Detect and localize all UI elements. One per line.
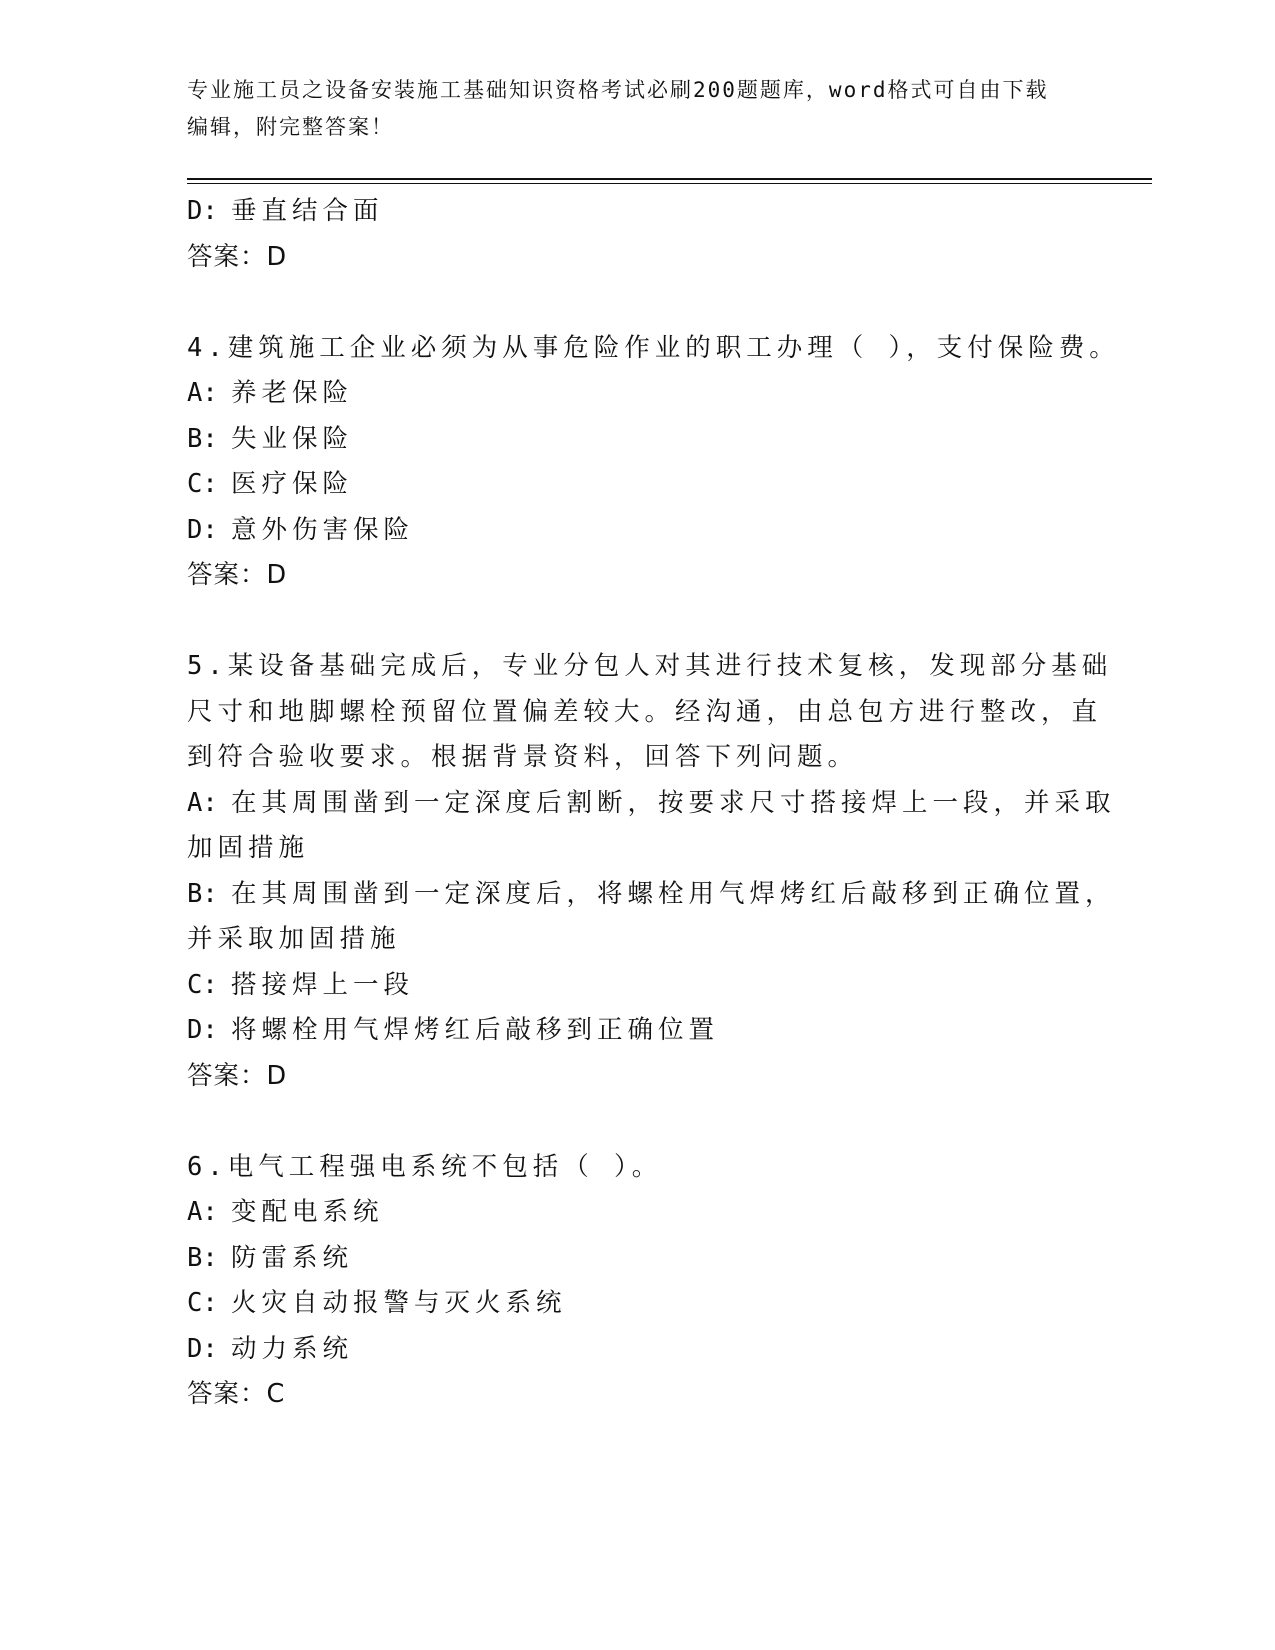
option-letter: A: — [187, 787, 218, 818]
option-text: 变配电系统 — [231, 1197, 384, 1227]
option-c — [187, 462, 1087, 508]
spacer — [187, 280, 1087, 326]
spacer — [187, 599, 1087, 645]
question-stem-line: 到符合验收要求。根据背景资料，回答下列问题。 — [187, 742, 859, 772]
question-stem: 6.电气工程强电系统不包括（ ）。 — [187, 1151, 663, 1182]
answer: 答案：D — [187, 1060, 288, 1091]
spacer — [187, 1099, 1087, 1145]
question-stem-line: 5.某设备基础完成后，专业分包人对其进行技术复核，发现部分基础 — [187, 651, 1113, 681]
option-letter: B: — [187, 878, 218, 909]
option-letter: D: — [187, 196, 218, 226]
question-4 — [187, 326, 1120, 599]
option-a-continued: 加固措施 — [187, 833, 310, 863]
option-text: 养老保险 — [231, 378, 354, 408]
option-d — [187, 1327, 1087, 1373]
option-text: 在其周围凿到一定深度后割断，按要求尺寸搭接焊上一段，并采取 — [231, 787, 1116, 818]
option-b — [187, 872, 1116, 918]
option-b-continued: 并采取加固措施 — [187, 924, 401, 954]
question-5 — [187, 644, 1116, 1099]
option-a — [187, 1190, 1087, 1236]
option-text: 意外伤害保险 — [231, 514, 415, 545]
question-stem: 4.建筑施工企业必须为从事危险作业的职工办理（ ），支付保险费。 — [187, 332, 1120, 363]
option-letter: D: — [187, 1015, 218, 1045]
document-title: 专业施工员之设备安装施工基础知识资格考试必刷200题题库，word格式可自由下载编辑，附完整答案！ — [187, 78, 1049, 139]
option-letter: A: — [187, 1197, 218, 1227]
header-rule-thin — [187, 183, 1152, 184]
option-text: 失业保险 — [231, 423, 354, 454]
option-c — [187, 1281, 1087, 1327]
answer: 答案：C — [187, 1379, 286, 1409]
fragment-answer: 答案：D — [187, 241, 288, 272]
option-text: 垂直结合面 — [231, 196, 384, 226]
question-6 — [187, 1145, 1087, 1418]
option-letter: C: — [187, 469, 218, 499]
fragment-option-d — [187, 189, 1087, 235]
option-letter: A: — [187, 378, 218, 408]
option-text: 动力系统 — [231, 1333, 354, 1364]
option-text: 防雷系统 — [231, 1242, 354, 1273]
option-a — [187, 371, 1087, 417]
question-stem-line: 尺寸和地脚螺栓预留位置偏差较大。经沟通，由总包方进行整改，直 — [187, 696, 1103, 727]
option-letter: D: — [187, 514, 218, 545]
option-a — [187, 781, 1116, 827]
option-letter: C: — [187, 969, 218, 1000]
option-letter: B: — [187, 1242, 218, 1273]
option-b — [187, 1236, 1087, 1282]
option-d — [187, 508, 1087, 554]
option-c — [187, 963, 1087, 1009]
header-rule-thick — [187, 178, 1152, 180]
option-d — [187, 1008, 1087, 1054]
option-letter: B: — [187, 423, 218, 454]
option-text: 火灾自动报警与灭火系统 — [231, 1288, 567, 1318]
option-text: 搭接焊上一段 — [231, 969, 415, 1000]
option-text: 将螺栓用气焊烤红后敲移到正确位置 — [231, 1015, 720, 1045]
question-list — [187, 189, 1120, 1418]
option-text: 医疗保险 — [231, 469, 354, 499]
option-b — [187, 417, 1087, 463]
answer: 答案：D — [187, 560, 288, 590]
document-header — [187, 72, 1067, 146]
option-letter: C: — [187, 1288, 218, 1318]
option-text: 在其周围凿到一定深度后，将螺栓用气焊烤红后敲移到正确位置， — [231, 878, 1116, 909]
option-letter: D: — [187, 1333, 218, 1364]
